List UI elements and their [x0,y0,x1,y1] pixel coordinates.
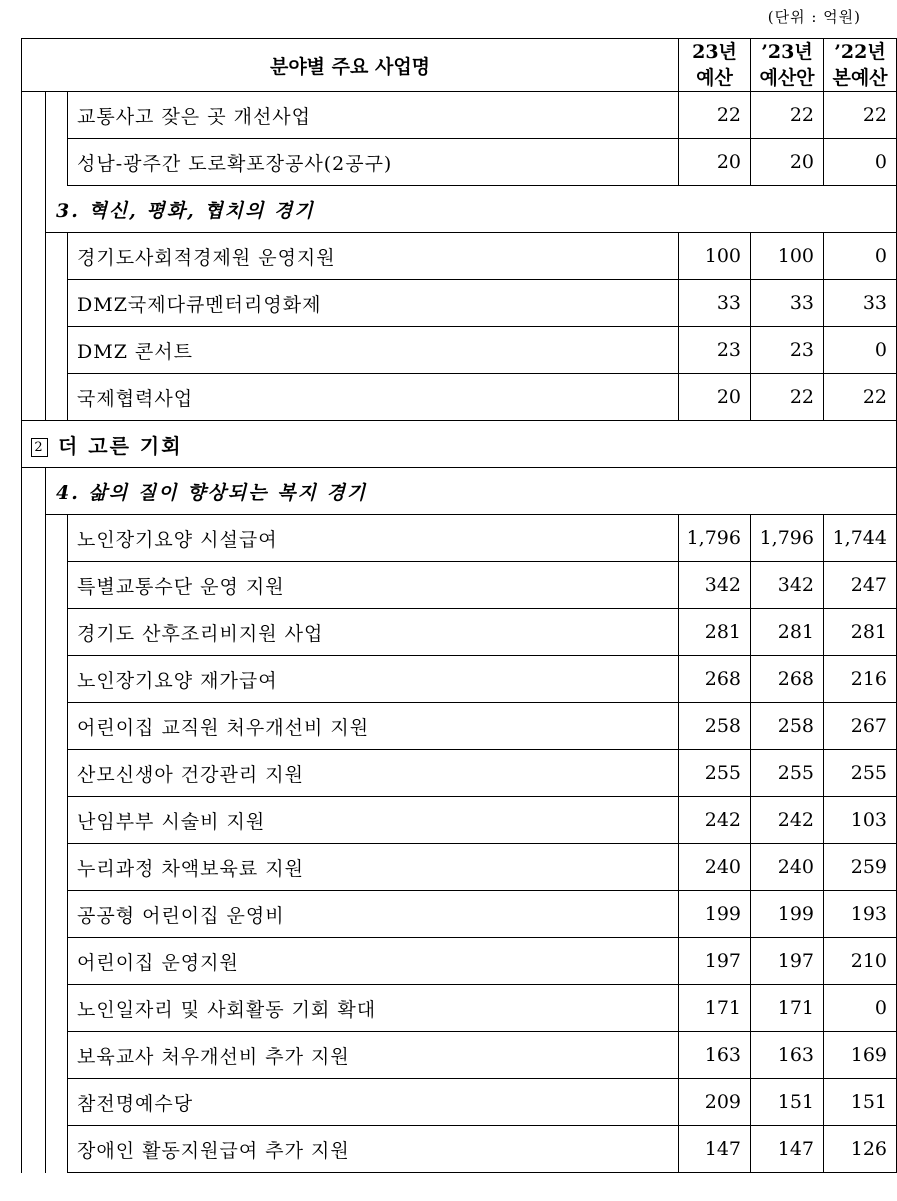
table-row [22,374,897,421]
table-row [22,797,897,844]
row-value-23-proposal: 20 [751,139,824,186]
row-value-23-budget: 100 [679,233,751,280]
row-value-23-proposal: 171 [751,985,824,1032]
row-project-name: 경기도사회적경제원 운영지원 [68,233,679,280]
section-3-heading-title: 3. 혁신, 평화, 협치의 경기 [46,186,897,233]
row-project-name: 교통사고 잦은 곳 개선사업 [68,92,679,139]
table-row [22,844,897,891]
table-row [22,280,897,327]
row-project-name: 노인장기요양 재가급여 [68,656,679,703]
indent-gutter-inner [46,562,68,609]
indent-gutter-inner [46,844,68,891]
section-4-heading-title: 4. 삶의 질이 향상되는 복지 경기 [46,468,897,515]
row-value-23-proposal: 258 [751,703,824,750]
row-value-23-proposal: 23 [751,327,824,374]
row-value-22-main: 103 [824,797,897,844]
row-value-23-budget: 342 [679,562,751,609]
section-3-heading [22,186,897,233]
indent-gutter-outer [22,374,46,421]
row-value-22-main: 216 [824,656,897,703]
table-row [22,891,897,938]
indent-gutter-outer [22,656,46,703]
indent-gutter-outer [22,186,46,233]
indent-gutter-inner [46,374,68,421]
indent-gutter-inner [46,233,68,280]
row-value-23-budget: 242 [679,797,751,844]
row-project-name: 경기도 산후조리비지원 사업 [68,609,679,656]
row-value-22-main: 210 [824,938,897,985]
table-row [22,1032,897,1079]
row-project-name: 노인일자리 및 사회활동 기회 확대 [68,985,679,1032]
row-value-22-main: 22 [824,92,897,139]
row-value-23-budget: 197 [679,938,751,985]
row-project-name: 어린이집 교직원 처우개선비 지원 [68,703,679,750]
indent-gutter-inner [46,1079,68,1126]
indent-gutter-inner [46,1032,68,1079]
indent-gutter-inner [46,703,68,750]
header-col-23-proposal [751,39,824,92]
indent-gutter-outer [22,985,46,1032]
header-project-name: 분야별 주요 사업명 [22,39,679,92]
row-value-23-proposal: 240 [751,844,824,891]
unit-label: (단위 : 억원) [767,8,861,26]
row-value-22-main: 151 [824,1079,897,1126]
row-value-22-main: 193 [824,891,897,938]
row-value-23-budget: 1,796 [679,515,751,562]
table-row [22,609,897,656]
indent-gutter-inner [46,891,68,938]
row-value-23-budget: 171 [679,985,751,1032]
indent-gutter-inner [46,656,68,703]
table-row [22,750,897,797]
row-value-22-main: 247 [824,562,897,609]
row-value-23-budget: 268 [679,656,751,703]
table-row [22,139,897,186]
row-project-name: 장애인 활동지원급여 추가 지원 [68,1126,679,1173]
row-project-name: 참전명예수당 [68,1079,679,1126]
row-value-23-proposal: 197 [751,938,824,985]
indent-gutter-inner [46,609,68,656]
row-value-23-budget: 22 [679,92,751,139]
indent-gutter-outer [22,1032,46,1079]
group-number-box: 2 [31,438,48,457]
indent-gutter-outer [22,891,46,938]
table-row [22,515,897,562]
row-project-name: DMZ국제다큐멘터리영화제 [68,280,679,327]
row-project-name: 노인장기요양 시설급여 [68,515,679,562]
indent-gutter-outer [22,750,46,797]
indent-gutter-inner [46,139,68,186]
row-value-23-proposal: 342 [751,562,824,609]
row-value-23-budget: 255 [679,750,751,797]
row-project-name: 어린이집 운영지원 [68,938,679,985]
indent-gutter-outer [22,468,46,515]
indent-gutter-outer [22,515,46,562]
row-value-23-budget: 23 [679,327,751,374]
indent-gutter-inner [46,515,68,562]
indent-gutter-inner [46,1126,68,1173]
group-2-title: 더 고른 기회 [58,433,183,458]
row-value-22-main: 126 [824,1126,897,1173]
row-value-23-proposal: 163 [751,1032,824,1079]
row-value-23-budget: 163 [679,1032,751,1079]
row-project-name: 성남-광주간 도로확포장공사(2공구) [68,139,679,186]
table-row [22,656,897,703]
row-value-23-budget: 20 [679,374,751,421]
table-row [22,562,897,609]
table-row [22,938,897,985]
row-value-23-proposal: 147 [751,1126,824,1173]
row-value-23-budget: 281 [679,609,751,656]
row-value-22-main: 255 [824,750,897,797]
table-row [22,985,897,1032]
header-col-23-proposal-line1: ’23년 [761,41,813,63]
group-2-heading [22,421,897,468]
row-project-name: 공공형 어린이집 운영비 [68,891,679,938]
row-value-23-proposal: 22 [751,92,824,139]
row-value-23-budget: 20 [679,139,751,186]
table-row [22,327,897,374]
table-row [22,92,897,139]
indent-gutter-outer [22,327,46,374]
table-row [22,1079,897,1126]
row-value-22-main: 33 [824,280,897,327]
table-row [22,1126,897,1173]
row-value-23-proposal: 199 [751,891,824,938]
header-col-23-budget-line1: 23년 [692,41,737,63]
row-value-22-main: 22 [824,374,897,421]
row-value-23-proposal: 1,796 [751,515,824,562]
row-value-23-proposal: 255 [751,750,824,797]
row-project-name: 국제협력사업 [68,374,679,421]
row-project-name: 누리과정 차액보육료 지원 [68,844,679,891]
indent-gutter-outer [22,609,46,656]
table-row [22,703,897,750]
row-value-22-main: 267 [824,703,897,750]
indent-gutter-outer [22,797,46,844]
indent-gutter-outer [22,1126,46,1173]
row-project-name: 산모신생아 건강관리 지원 [68,750,679,797]
indent-gutter-inner [46,750,68,797]
header-col-22-main-line1: ’22년 [834,41,886,63]
row-value-23-proposal: 100 [751,233,824,280]
indent-gutter-inner [46,327,68,374]
row-value-22-main: 0 [824,985,897,1032]
indent-gutter-outer [22,233,46,280]
row-value-22-main: 0 [824,327,897,374]
row-project-name: 특별교통수단 운영 지원 [68,562,679,609]
row-value-23-budget: 209 [679,1079,751,1126]
indent-gutter-outer [22,703,46,750]
row-value-23-proposal: 151 [751,1079,824,1126]
indent-gutter-outer [22,1079,46,1126]
row-value-22-main: 0 [824,233,897,280]
row-value-23-proposal: 22 [751,374,824,421]
row-value-22-main: 259 [824,844,897,891]
row-project-name: 보육교사 처우개선비 추가 지원 [68,1032,679,1079]
row-value-23-proposal: 33 [751,280,824,327]
indent-gutter-inner [46,797,68,844]
indent-gutter-inner [46,92,68,139]
row-value-23-budget: 199 [679,891,751,938]
indent-gutter-inner [46,280,68,327]
indent-gutter-inner [46,985,68,1032]
header-col-23-budget-line2: 예산 [696,67,733,89]
budget-table-body [22,39,897,1173]
table-row [22,233,897,280]
row-value-23-proposal: 242 [751,797,824,844]
row-value-23-budget: 147 [679,1126,751,1173]
header-col-22-main [824,39,897,92]
row-value-22-main: 1,744 [824,515,897,562]
row-value-23-proposal: 268 [751,656,824,703]
row-value-23-proposal: 281 [751,609,824,656]
row-value-22-main: 281 [824,609,897,656]
indent-gutter-outer [22,844,46,891]
indent-gutter-outer [22,280,46,327]
row-project-name: 난임부부 시술비 지원 [68,797,679,844]
table-header-row [22,39,897,92]
indent-gutter-outer [22,92,46,139]
indent-gutter-inner [46,938,68,985]
indent-gutter-outer [22,938,46,985]
budget-table [21,38,897,1173]
row-value-22-main: 169 [824,1032,897,1079]
header-col-23-budget [679,39,751,92]
header-col-22-main-line2: 본예산 [832,67,888,89]
row-value-22-main: 0 [824,139,897,186]
indent-gutter-outer [22,139,46,186]
row-project-name: DMZ 콘서트 [68,327,679,374]
section-4-heading [22,468,897,515]
row-value-23-budget: 33 [679,280,751,327]
indent-gutter-outer [22,562,46,609]
group-2-cell [22,421,897,468]
header-col-23-proposal-line2: 예산안 [759,67,815,89]
row-value-23-budget: 258 [679,703,751,750]
row-value-23-budget: 240 [679,844,751,891]
